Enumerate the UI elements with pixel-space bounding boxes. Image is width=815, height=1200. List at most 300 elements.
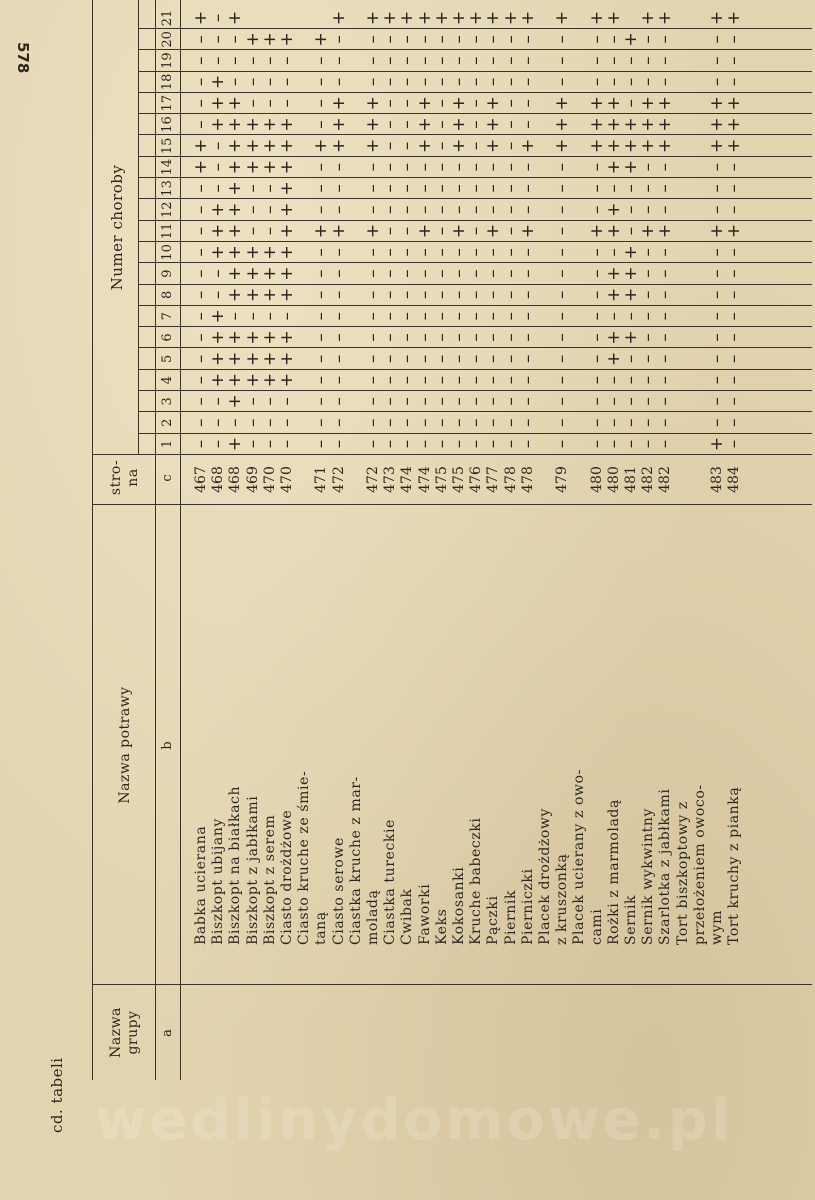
- mark-plus: +: [328, 223, 349, 239]
- mark-minus: –: [414, 354, 435, 364]
- mark-minus: –: [638, 162, 659, 172]
- mark-minus: –: [242, 184, 263, 193]
- mark-minus: –: [621, 98, 641, 108]
- dish-page: 475: [433, 466, 450, 493]
- mark-minus: –: [225, 418, 246, 427]
- disease-number: 13: [160, 180, 175, 197]
- mark-plus: +: [363, 223, 383, 239]
- mark-minus: –: [311, 184, 332, 193]
- mark-minus: –: [449, 269, 469, 278]
- mark-minus: –: [517, 418, 538, 427]
- dish-name: Tort kruchy z pianką: [726, 786, 743, 945]
- mark-minus: –: [517, 375, 538, 385]
- mark-plus: +: [621, 138, 641, 153]
- mark-minus: –: [500, 120, 521, 129]
- mark-minus: –: [500, 98, 521, 108]
- mark-plus: +: [277, 159, 297, 175]
- mark-minus: –: [517, 162, 538, 172]
- mark-plus: +: [328, 138, 349, 153]
- mark-minus: –: [380, 439, 401, 449]
- mark-plus: +: [242, 32, 263, 47]
- mark-minus: –: [483, 35, 504, 44]
- dish-page: 474: [399, 466, 416, 493]
- mark-minus: –: [552, 184, 573, 193]
- mark-minus: –: [397, 333, 418, 342]
- mark-minus: –: [328, 77, 349, 87]
- mark-minus: –: [380, 35, 401, 44]
- mark-minus: –: [466, 184, 487, 193]
- mark-plus: +: [414, 117, 435, 132]
- mark-plus: +: [191, 10, 211, 26]
- mark-plus: +: [242, 351, 263, 366]
- mark-minus: –: [259, 98, 280, 108]
- disease-number: 6: [160, 333, 175, 342]
- dish-page: 470: [279, 466, 295, 493]
- mark-plus: +: [311, 32, 332, 47]
- mark-plus: +: [638, 223, 659, 239]
- mark-minus: –: [431, 418, 452, 427]
- mark-minus: –: [380, 269, 401, 278]
- mark-minus: –: [191, 439, 211, 449]
- mark-minus: –: [431, 290, 452, 300]
- disease-number: 1: [160, 439, 175, 449]
- mark-minus: –: [483, 439, 504, 449]
- mark-minus: –: [466, 333, 487, 342]
- mark-minus: –: [500, 333, 521, 342]
- mark-minus: –: [242, 205, 263, 214]
- mark-plus: +: [277, 266, 297, 281]
- mark-plus: +: [363, 138, 383, 153]
- mark-minus: –: [517, 184, 538, 193]
- disease-number: 2: [160, 418, 175, 427]
- mark-plus: +: [277, 351, 297, 366]
- mark-minus: –: [431, 184, 452, 193]
- mark-minus: –: [638, 35, 659, 44]
- mark-minus: –: [483, 354, 504, 364]
- mark-plus: +: [259, 372, 280, 388]
- mark-plus: +: [259, 351, 280, 366]
- mark-minus: –: [449, 205, 469, 214]
- mark-plus: +: [277, 138, 297, 153]
- mark-plus: +: [603, 287, 624, 303]
- mark-minus: –: [655, 418, 676, 427]
- mark-minus: –: [621, 418, 641, 427]
- mark-minus: –: [277, 311, 297, 321]
- dish-name: Faworki: [416, 883, 433, 945]
- mark-minus: –: [397, 35, 418, 44]
- mark-minus: –: [380, 184, 401, 193]
- mark-minus: –: [655, 184, 676, 193]
- mark-minus: –: [277, 397, 297, 406]
- mark-minus: –: [552, 397, 573, 406]
- mark-plus: +: [707, 117, 727, 132]
- mark-plus: +: [242, 159, 263, 175]
- mark-minus: –: [363, 354, 383, 364]
- mark-minus: –: [500, 248, 521, 257]
- mark-plus: +: [552, 96, 573, 111]
- mark-minus: –: [277, 418, 297, 427]
- mark-plus: +: [414, 223, 435, 239]
- mark-plus: +: [208, 202, 229, 217]
- mark-minus: –: [414, 290, 435, 300]
- dish-name: Piernik: [502, 889, 519, 945]
- mark-minus: –: [380, 120, 401, 129]
- mark-plus: +: [603, 351, 624, 366]
- mark-minus: –: [311, 248, 332, 257]
- mark-minus: –: [517, 354, 538, 364]
- page-number: [6, 42, 32, 102]
- mark-minus: –: [363, 269, 383, 278]
- mark-plus: +: [621, 159, 641, 175]
- mark-minus: –: [414, 184, 435, 193]
- disease-number: 18: [160, 73, 175, 91]
- page-number-text: 578: [14, 42, 32, 74]
- mark-minus: –: [466, 56, 487, 65]
- mark-plus: +: [517, 10, 538, 26]
- mark-minus: –: [621, 375, 641, 385]
- mark-minus: –: [380, 290, 401, 300]
- mark-plus: +: [225, 181, 246, 196]
- mark-minus: –: [638, 77, 659, 87]
- mark-minus: –: [191, 333, 211, 342]
- mark-minus: –: [586, 354, 607, 364]
- mark-plus: +: [259, 32, 280, 47]
- mark-minus: –: [363, 56, 383, 65]
- dish-page: 480: [588, 466, 605, 493]
- dish-page: 471: [313, 466, 330, 493]
- mark-plus: +: [483, 96, 504, 111]
- mark-minus: –: [638, 418, 659, 427]
- mark-minus: –: [431, 120, 452, 129]
- dish-page: 482: [657, 466, 674, 493]
- rule-disease-header: [138, 0, 139, 455]
- mark-plus: +: [208, 223, 229, 239]
- mark-minus: –: [603, 56, 624, 65]
- mark-minus: –: [655, 56, 676, 65]
- mark-minus: –: [586, 77, 607, 87]
- mark-minus: –: [311, 77, 332, 87]
- mark-minus: –: [363, 375, 383, 385]
- dish-page: 470: [261, 466, 278, 493]
- mark-plus: +: [621, 287, 641, 303]
- mark-plus: +: [225, 351, 246, 366]
- mark-minus: –: [603, 311, 624, 321]
- rule-col-page: [92, 504, 812, 505]
- mark-minus: –: [414, 77, 435, 87]
- mark-minus: –: [363, 35, 383, 44]
- mark-plus: +: [225, 436, 246, 452]
- mark-plus: +: [277, 223, 297, 239]
- mark-plus: +: [311, 223, 332, 239]
- mark-minus: –: [328, 311, 349, 321]
- mark-minus: –: [655, 375, 676, 385]
- mark-minus: –: [380, 418, 401, 427]
- mark-minus: –: [621, 226, 641, 236]
- mark-minus: –: [431, 226, 452, 236]
- mark-minus: –: [517, 290, 538, 300]
- mark-minus: –: [621, 184, 641, 193]
- mark-minus: –: [500, 162, 521, 172]
- mark-plus: +: [483, 223, 504, 239]
- mark-minus: –: [466, 418, 487, 427]
- mark-minus: –: [414, 397, 435, 406]
- mark-plus: +: [724, 117, 745, 132]
- mark-minus: –: [242, 418, 263, 427]
- mark-minus: –: [707, 333, 727, 342]
- mark-minus: –: [225, 35, 246, 44]
- mark-plus: +: [483, 117, 504, 132]
- mark-minus: –: [431, 375, 452, 385]
- mark-minus: –: [380, 333, 401, 342]
- mark-minus: –: [414, 269, 435, 278]
- mark-plus: +: [397, 10, 418, 26]
- mark-minus: –: [655, 290, 676, 300]
- mark-plus: +: [225, 245, 246, 260]
- dish-page: 468: [210, 466, 227, 493]
- mark-minus: –: [552, 354, 573, 364]
- mark-minus: –: [363, 418, 383, 427]
- mark-minus: –: [277, 439, 297, 449]
- mark-plus: +: [483, 138, 504, 153]
- mark-minus: –: [414, 56, 435, 65]
- mark-plus: +: [724, 138, 745, 153]
- mark-minus: –: [311, 397, 332, 406]
- mark-minus: –: [483, 375, 504, 385]
- mark-plus: +: [225, 330, 246, 345]
- mark-minus: –: [191, 205, 211, 214]
- mark-plus: +: [603, 117, 624, 132]
- dish-page: 478: [519, 466, 536, 493]
- disease-number: 21: [160, 9, 175, 27]
- mark-minus: –: [603, 397, 624, 406]
- mark-plus: +: [328, 96, 349, 111]
- mark-minus: –: [328, 290, 349, 300]
- mark-minus: –: [707, 162, 727, 172]
- mark-minus: –: [638, 56, 659, 65]
- mark-minus: –: [707, 311, 727, 321]
- mark-minus: –: [500, 354, 521, 364]
- mark-minus: –: [277, 56, 297, 65]
- mark-minus: –: [242, 98, 263, 108]
- mark-plus: +: [259, 117, 280, 132]
- mark-minus: –: [483, 205, 504, 214]
- mark-minus: –: [466, 269, 487, 278]
- mark-minus: –: [724, 184, 745, 193]
- dish-name: przełożeniem owoco-: [691, 784, 708, 945]
- mark-minus: –: [552, 248, 573, 257]
- mark-minus: –: [414, 35, 435, 44]
- mark-plus: +: [242, 266, 263, 281]
- mark-minus: –: [363, 439, 383, 449]
- mark-minus: –: [603, 77, 624, 87]
- mark-plus: +: [277, 202, 297, 217]
- mark-minus: –: [328, 162, 349, 172]
- mark-minus: –: [191, 56, 211, 65]
- mark-minus: –: [242, 439, 263, 449]
- mark-minus: –: [449, 248, 469, 257]
- mark-plus: +: [225, 10, 246, 26]
- mark-minus: –: [191, 418, 211, 427]
- mark-plus: +: [414, 96, 435, 111]
- mark-minus: –: [707, 397, 727, 406]
- dish-page: 469: [244, 466, 261, 493]
- mark-minus: –: [466, 248, 487, 257]
- mark-plus: +: [259, 159, 280, 175]
- mark-minus: –: [621, 77, 641, 87]
- mark-minus: –: [449, 35, 469, 44]
- mark-minus: –: [397, 184, 418, 193]
- mark-plus: +: [621, 117, 641, 132]
- mark-minus: –: [311, 120, 332, 129]
- mark-plus: +: [380, 10, 401, 26]
- disease-number: 11: [160, 222, 175, 240]
- mark-minus: –: [603, 375, 624, 385]
- disease-number: 12: [160, 201, 175, 218]
- mark-minus: –: [431, 77, 452, 87]
- mark-minus: –: [191, 290, 211, 300]
- dish-name: Sernik: [623, 894, 639, 945]
- mark-minus: –: [328, 56, 349, 65]
- mark-minus: –: [638, 290, 659, 300]
- mark-plus: +: [603, 96, 624, 111]
- mark-minus: –: [397, 77, 418, 87]
- mark-minus: –: [449, 184, 469, 193]
- mark-minus: –: [431, 205, 452, 214]
- mark-minus: –: [500, 418, 521, 427]
- mark-minus: –: [603, 439, 624, 449]
- mark-minus: –: [328, 248, 349, 257]
- mark-minus: –: [552, 375, 573, 385]
- mark-plus: +: [225, 138, 246, 153]
- mark-minus: –: [208, 439, 229, 449]
- mark-plus: +: [363, 10, 383, 26]
- mark-minus: –: [724, 290, 745, 300]
- mark-minus: –: [431, 354, 452, 364]
- mark-minus: –: [586, 375, 607, 385]
- column-letter-a: a: [160, 1028, 175, 1037]
- mark-minus: –: [621, 205, 641, 214]
- disease-number: 3: [160, 397, 175, 406]
- mark-minus: –: [586, 56, 607, 65]
- header-group: Nazwa grupy: [108, 1007, 141, 1058]
- mark-plus: +: [655, 138, 676, 153]
- watermark-text: wedlinydomowe.pl: [95, 1088, 734, 1153]
- mark-minus: –: [397, 56, 418, 65]
- dish-page: 479: [554, 466, 571, 493]
- dish-page: 476: [468, 466, 485, 493]
- mark-minus: –: [328, 439, 349, 449]
- mark-minus: –: [397, 226, 418, 236]
- mark-minus: –: [707, 269, 727, 278]
- mark-minus: –: [500, 439, 521, 449]
- mark-minus: –: [707, 77, 727, 87]
- mark-plus: +: [259, 138, 280, 153]
- mark-minus: –: [397, 290, 418, 300]
- mark-minus: –: [500, 226, 521, 236]
- mark-minus: –: [500, 141, 521, 151]
- dish-name: cami: [588, 908, 605, 945]
- mark-plus: +: [277, 330, 297, 345]
- mark-plus: +: [586, 10, 607, 26]
- mark-plus: +: [242, 330, 263, 345]
- mark-plus: +: [707, 436, 727, 452]
- dish-page: 484: [726, 466, 743, 493]
- mark-plus: +: [449, 96, 469, 111]
- mark-minus: –: [311, 418, 332, 427]
- disease-number: 8: [160, 290, 175, 300]
- dish-page: 472: [365, 466, 381, 493]
- mark-minus: –: [483, 269, 504, 278]
- mark-minus: –: [466, 162, 487, 172]
- mark-minus: –: [707, 375, 727, 385]
- mark-plus: +: [225, 372, 246, 388]
- mark-minus: –: [724, 397, 745, 406]
- mark-plus: +: [638, 138, 659, 153]
- dish-page: 475: [451, 466, 467, 493]
- mark-minus: –: [191, 184, 211, 193]
- mark-plus: +: [363, 117, 383, 132]
- mark-minus: –: [363, 290, 383, 300]
- mark-minus: –: [277, 77, 297, 87]
- dish-name: Kokosanki: [451, 866, 467, 945]
- dish-name: Szarlotka z jabłkami: [657, 788, 674, 945]
- dish-name: Pierniczki: [519, 868, 536, 945]
- disease-number: 16: [160, 116, 175, 133]
- mark-minus: –: [363, 77, 383, 87]
- mark-minus: –: [380, 248, 401, 257]
- mark-minus: –: [638, 397, 659, 406]
- dish-name: Pączki: [485, 895, 502, 945]
- mark-plus: +: [621, 32, 641, 47]
- mark-minus: –: [638, 354, 659, 364]
- mark-minus: –: [380, 354, 401, 364]
- mark-minus: –: [191, 120, 211, 129]
- mark-minus: –: [431, 98, 452, 108]
- mark-minus: –: [517, 120, 538, 129]
- mark-plus: +: [621, 330, 641, 345]
- mark-minus: –: [500, 311, 521, 321]
- mark-minus: –: [586, 35, 607, 44]
- mark-plus: +: [277, 287, 297, 303]
- disease-number: 7: [160, 312, 175, 321]
- dish-name: Babka ucierana: [193, 825, 209, 945]
- mark-minus: –: [466, 375, 487, 385]
- mark-minus: –: [208, 35, 229, 44]
- mark-minus: –: [517, 311, 538, 321]
- mark-plus: +: [208, 309, 229, 324]
- mark-minus: –: [552, 311, 573, 321]
- mark-minus: –: [449, 439, 469, 449]
- mark-plus: +: [225, 117, 246, 132]
- mark-minus: –: [483, 397, 504, 406]
- mark-minus: –: [208, 13, 229, 23]
- mark-minus: –: [380, 226, 401, 236]
- mark-minus: –: [655, 354, 676, 364]
- mark-minus: –: [431, 439, 452, 449]
- mark-plus: +: [225, 287, 246, 303]
- mark-minus: –: [500, 269, 521, 278]
- mark-minus: –: [586, 248, 607, 257]
- mark-minus: –: [552, 418, 573, 427]
- mark-minus: –: [208, 56, 229, 65]
- mark-minus: –: [638, 205, 659, 214]
- mark-minus: –: [483, 248, 504, 257]
- mark-plus: +: [414, 10, 435, 26]
- mark-minus: –: [259, 439, 280, 449]
- mark-minus: –: [517, 439, 538, 449]
- mark-minus: –: [414, 162, 435, 172]
- mark-minus: –: [724, 311, 745, 321]
